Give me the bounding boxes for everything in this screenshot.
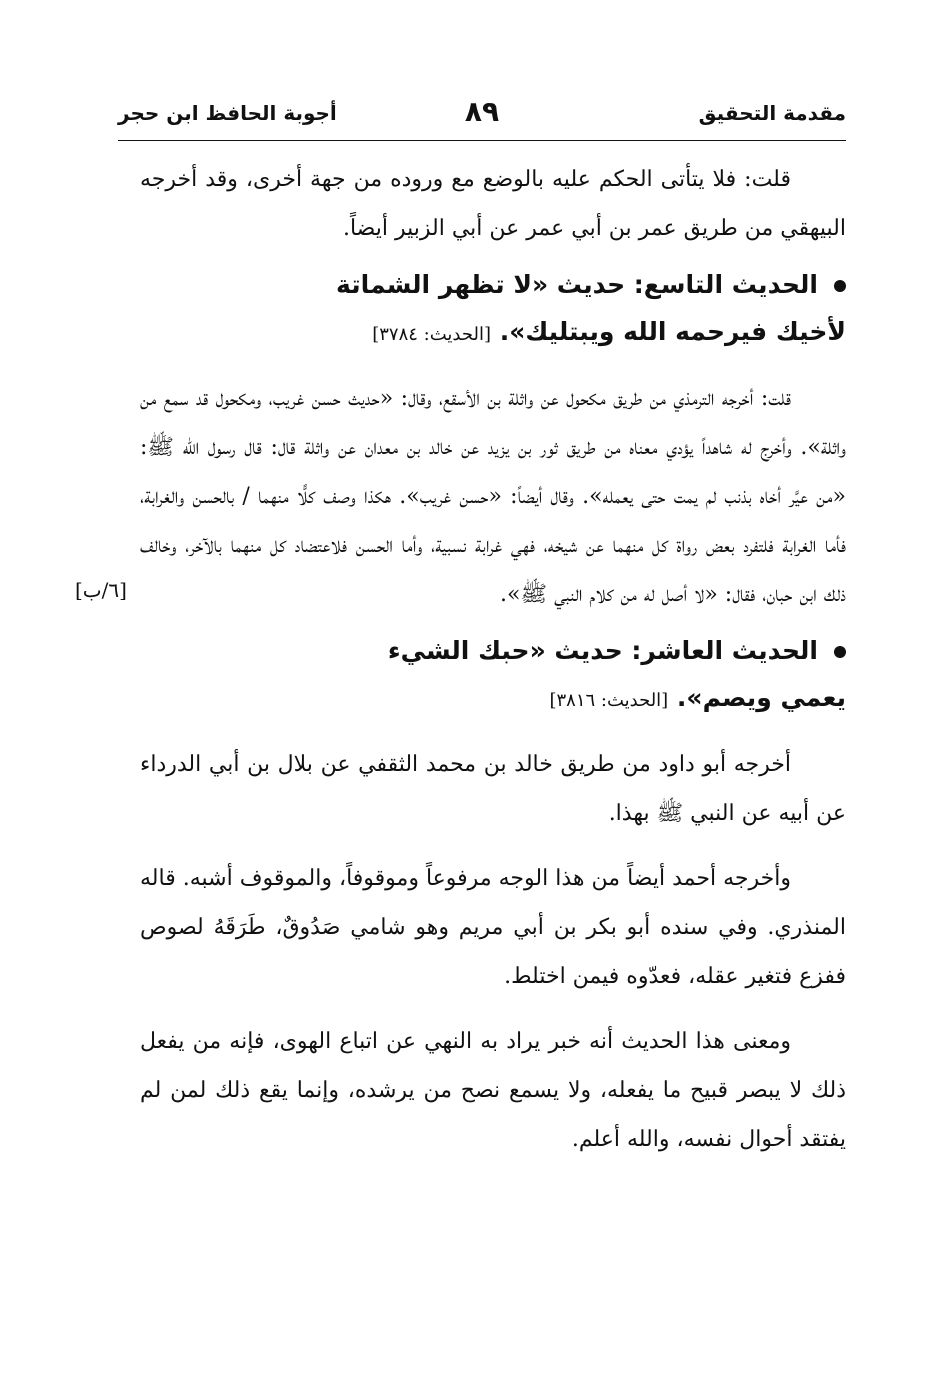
bullet-icon — [834, 646, 846, 658]
hadith-9-title-line1: الحديث التاسع: حديث «لا تظهر الشماتة — [336, 270, 818, 299]
section-title: مقدمة التحقيق — [698, 101, 846, 125]
hadith-10-title-line2: يعمي ويصم». — [676, 683, 846, 712]
paragraph-4: وأخرجه أحمد أيضاً من هذا الوجه مرفوعاً وموقوفاً، والموقوف أشبه. قاله المنذري. وفي سنده أبو بكر بن أبي مريم وهو شامي صَدُوقٌ، طَرَقَهُ لصوص ففزع فتغير عقله، فعدّوه فيمن اختلط. — [140, 866, 846, 989]
hadith-10-heading — [140, 627, 846, 675]
hadith-9-reference: [الحديث: ٣٧٨٤] — [372, 324, 491, 345]
margin-folio-note: [٦/ب] — [75, 578, 127, 602]
page-body — [140, 155, 846, 1164]
page-number: ٨٩ — [464, 95, 500, 128]
hadith-10-reference: [الحديث: ٣٨١٦] — [549, 690, 669, 711]
paragraph-3: أخرجه أبو داود من طريق خالد بن محمد الثقفي عن بلال بن أبي الدرداء عن أبيه عن النبي ﷺ بهذا. — [140, 752, 846, 826]
hadith-9-heading — [140, 261, 846, 309]
paragraph-2: قلت: أخرجه الترمذي من طريق مكحول عن واثلة بن الأسقع، وقال: «حديث حسن غريب، ومكحول قد سمع من واثلة». وأخرج له شاهداً يؤدي معناه من طريق ثور بن يزيد عن خالد بن معدان عن واثلة قال: قال رسول الله ﷺ: «من عيَّر أخاه بذنب لم يمت حتى يعمله». وقال أيضاً: «حسن غريب». هكذا وصف كلًّا منهما / بالحسن والغرابة، فأما الغرابة فلتفرد بعض رواة كل منهما عن شيخه، فهي غرابة نسبية، وأما الحسن فلاعتضاد كل منهما بالآخر، وخالف ذلك ابن حبان، فقال: «لا أصل له من كلام النبي ﷺ». — [140, 386, 846, 607]
hadith-10-title-line1: الحديث العاشر: حديث «حبك الشيء — [387, 636, 818, 665]
paragraph-5: ومعنى هذا الحديث أنه خبر يراد به النهي عن اتباع الهوى، فإنه من يفعل ذلك لا يبصر قبيح ما يفعله، ولا يسمع نصح من يرشده، وإنما يقع ذلك لمن لم يفتقد أحوال نفسه، والله أعلم. — [140, 1029, 846, 1152]
hadith-9-heading-line2 — [140, 309, 846, 358]
book-title: أجوبة الحافظ ابن حجر — [118, 101, 337, 125]
header-rule — [118, 140, 846, 141]
bullet-icon — [834, 280, 846, 292]
paragraph-1: قلت: فلا يتأتى الحكم عليه بالوضع مع وروده من جهة أخرى، وقد أخرجه البيهقي من طريق عمر بن أبي عمر عن أبي الزبير أيضاً. — [140, 167, 846, 241]
running-header — [118, 95, 846, 135]
hadith-9-title-line2: لأخيك فيرحمه الله ويبتليك». — [499, 317, 846, 346]
hadith-10-heading-line2 — [140, 675, 846, 724]
